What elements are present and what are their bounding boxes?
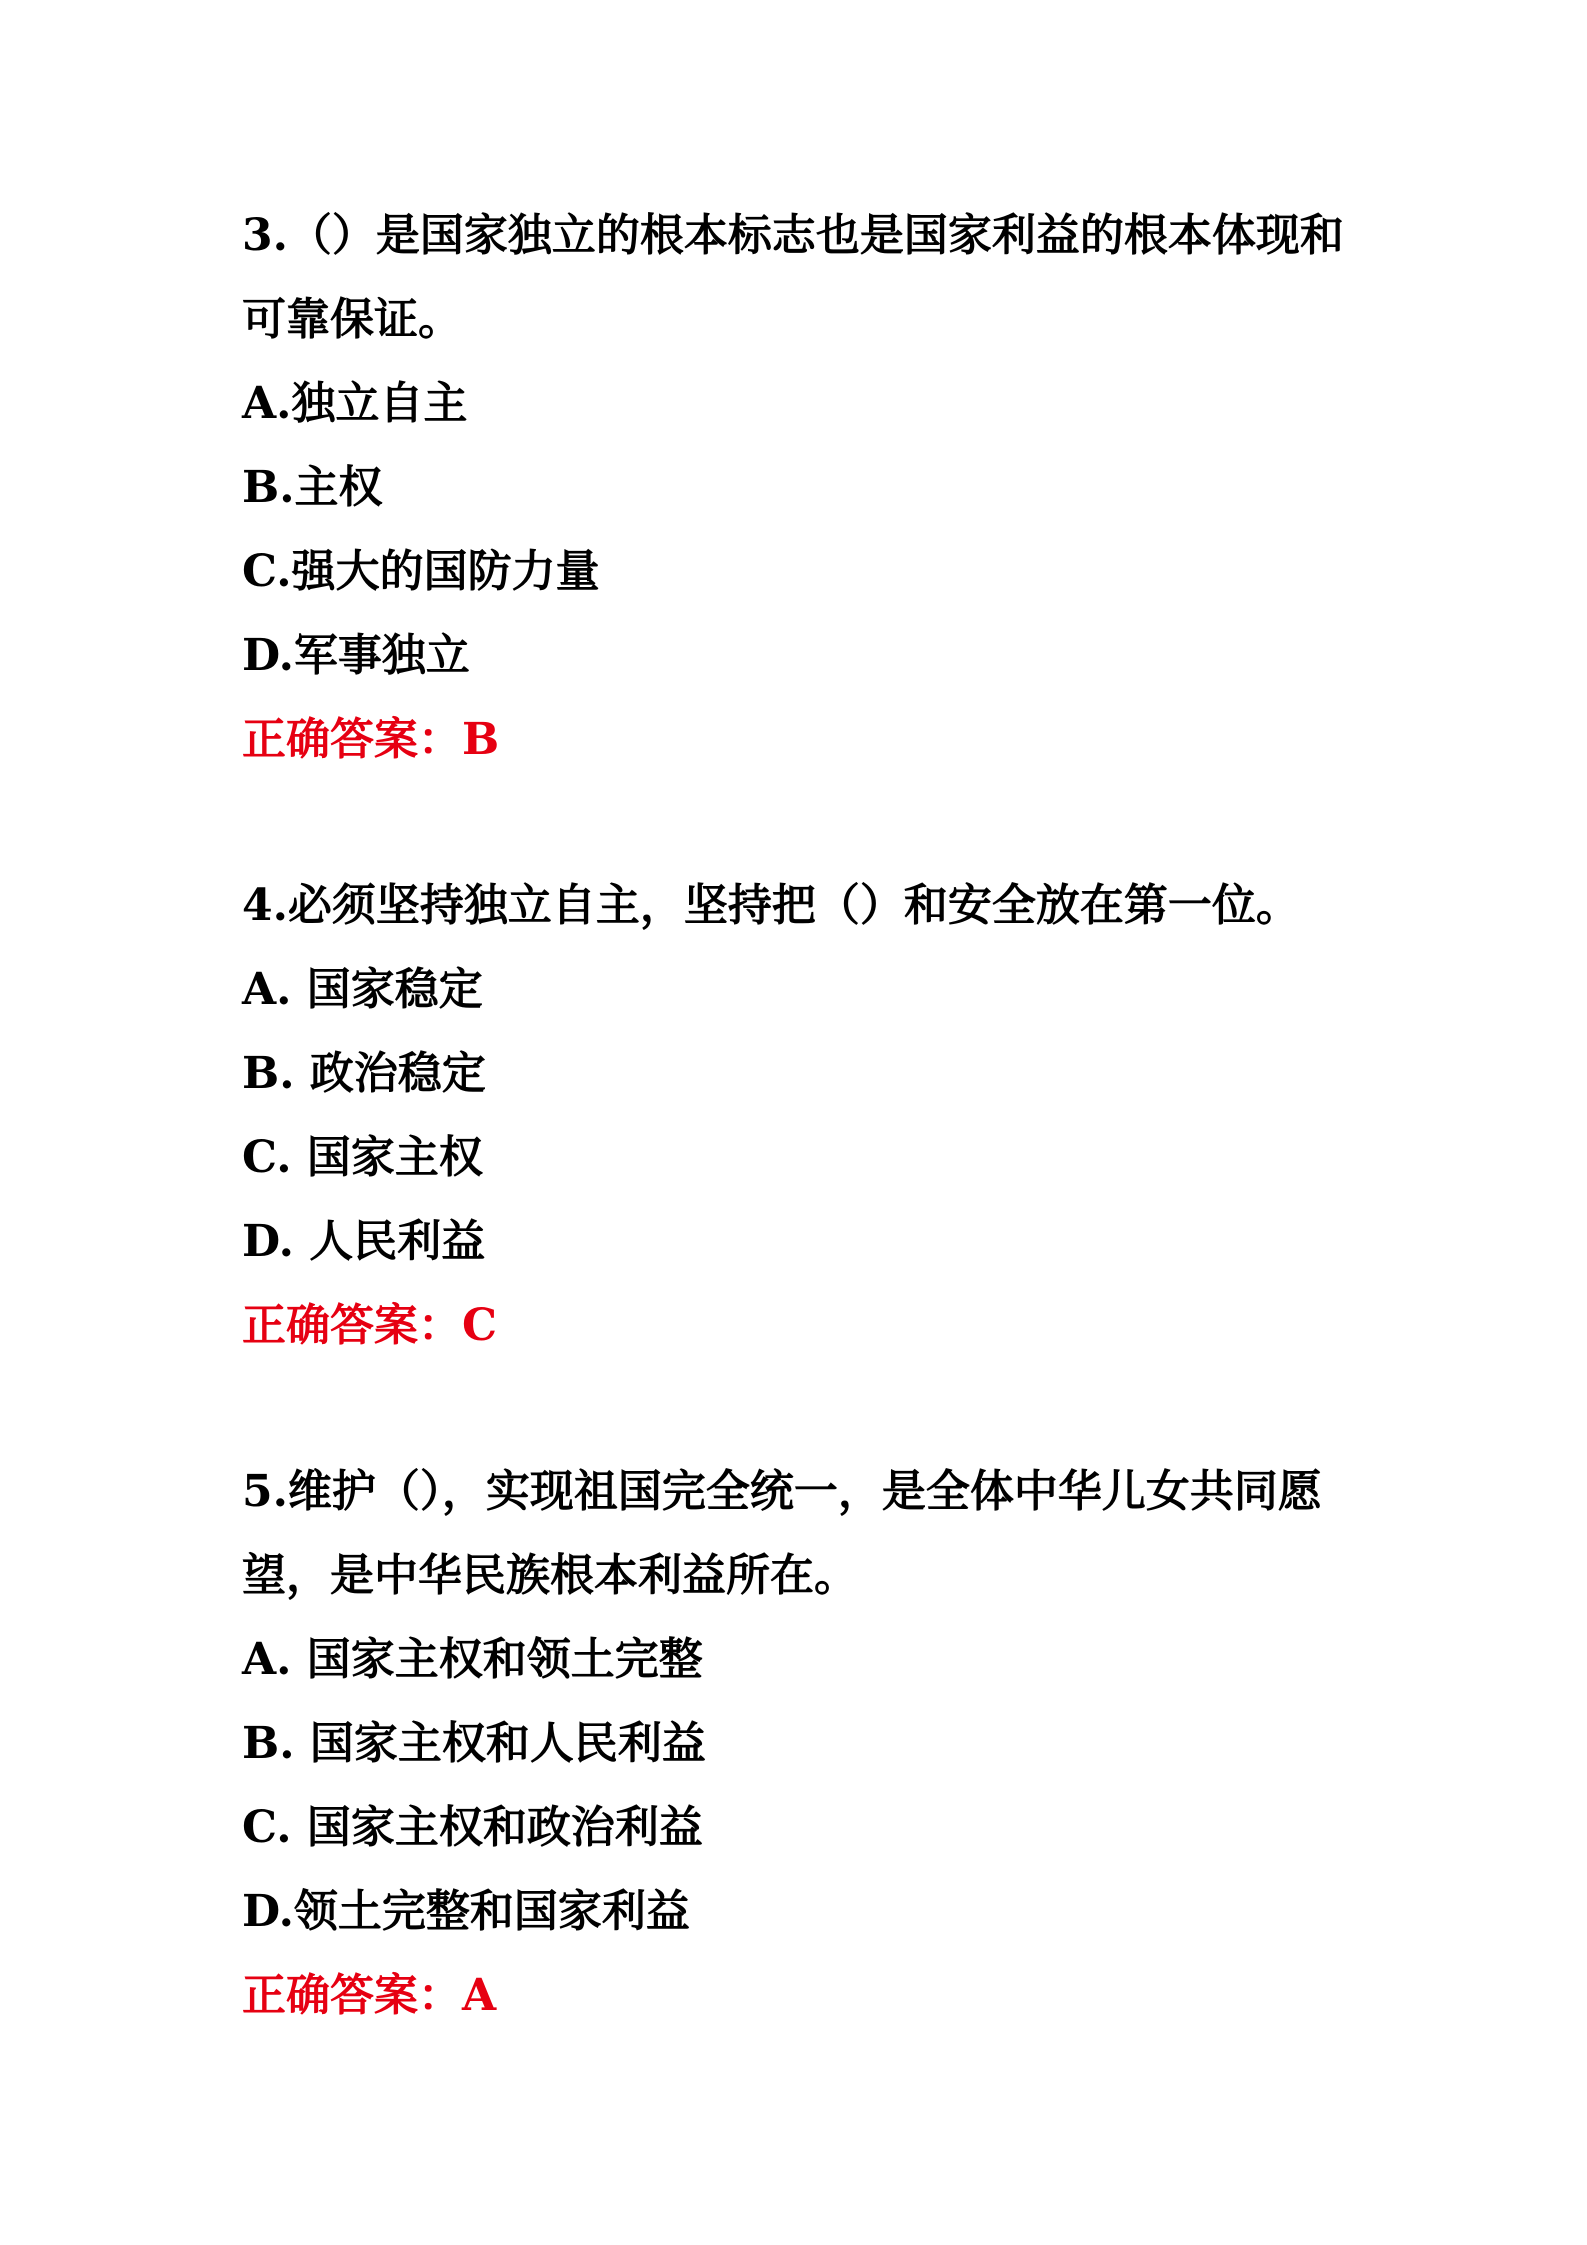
correct-answer: 正确答案：C	[242, 1300, 498, 1351]
option-b: B. 政治稳定	[242, 1048, 486, 1099]
option-c: C.强大的国防力量	[242, 546, 600, 597]
option-b: B.主权	[242, 462, 383, 513]
question-3	[242, 194, 1372, 782]
option-c: C. 国家主权	[242, 1132, 483, 1183]
option-a: A.独立自主	[242, 378, 468, 429]
question-stem: 5.维护（），实现祖国完全统一，是全体中华儿女共同愿望，是中华民族根本利益所在。	[242, 1466, 1322, 1601]
question-5	[242, 1450, 1372, 2038]
option-c: C. 国家主权和政治利益	[242, 1802, 703, 1853]
option-a: A. 国家主权和领土完整	[242, 1634, 703, 1685]
option-a: A. 国家稳定	[242, 964, 483, 1015]
option-d: D. 人民利益	[242, 1216, 486, 1267]
question-stem: 4.必须坚持独立自主，坚持把（）和安全放在第一位。	[242, 880, 1300, 931]
correct-answer: 正确答案：A	[242, 1970, 497, 2021]
question-stem: 3.（）是国家独立的根本标志也是国家利益的根本体现和可靠保证。	[242, 210, 1344, 345]
option-d: D.军事独立	[242, 630, 470, 681]
question-4	[242, 864, 1372, 1368]
option-d: D.领土完整和国家利益	[242, 1886, 690, 1937]
option-b: B. 国家主权和人民利益	[242, 1718, 706, 1769]
correct-answer: 正确答案：B	[242, 714, 500, 765]
